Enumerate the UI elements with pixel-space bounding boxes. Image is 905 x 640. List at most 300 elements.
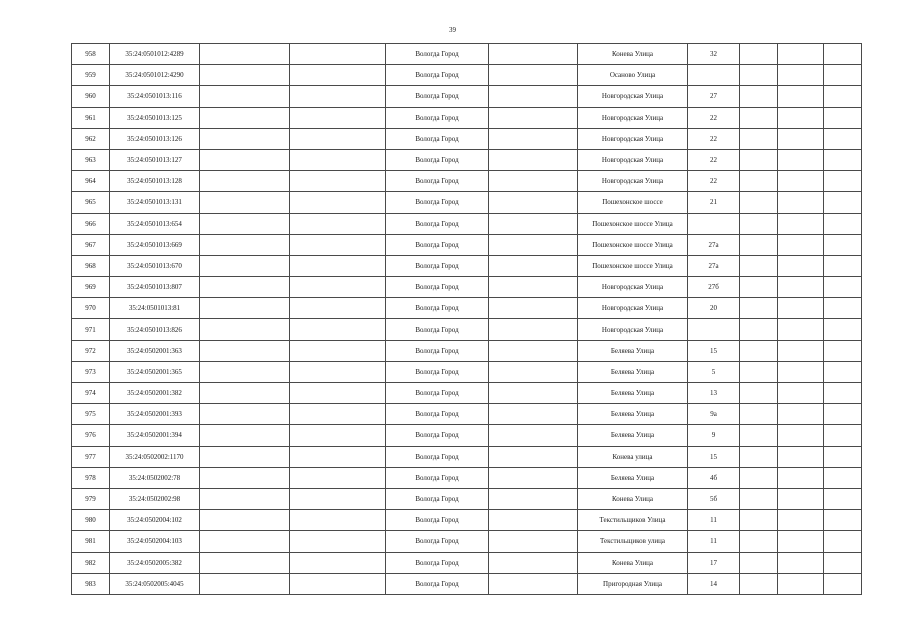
empty-cell: [200, 383, 290, 404]
empty-cell: [740, 531, 778, 552]
street-cell: Пригородная Улица: [578, 573, 688, 594]
street-cell: Конева Улица: [578, 552, 688, 573]
empty-cell: [740, 383, 778, 404]
city-cell: Вологда Город: [386, 44, 489, 65]
empty-cell: [489, 510, 578, 531]
empty-cell: [740, 86, 778, 107]
table-row: [72, 531, 862, 552]
empty-cell: [200, 340, 290, 361]
house-number-cell: 13: [688, 383, 740, 404]
empty-cell: [740, 255, 778, 276]
empty-cell: [824, 361, 862, 382]
cadastral-number-cell: 35:24:0501013:125: [110, 107, 200, 128]
empty-cell: [824, 467, 862, 488]
row-number-cell: 978: [72, 467, 110, 488]
empty-cell: [200, 149, 290, 170]
cadastral-number-cell: 35:24:0501013:670: [110, 255, 200, 276]
empty-cell: [290, 298, 386, 319]
empty-cell: [778, 192, 824, 213]
empty-cell: [824, 86, 862, 107]
empty-cell: [740, 340, 778, 361]
empty-cell: [290, 213, 386, 234]
table-row: [72, 552, 862, 573]
street-cell: Новгородская Улица: [578, 86, 688, 107]
cadastral-number-cell: 35:24:0502001:393: [110, 404, 200, 425]
cadastral-number-cell: 35:24:0502005:4045: [110, 573, 200, 594]
empty-cell: [824, 425, 862, 446]
street-cell: Новгородская Улица: [578, 128, 688, 149]
table-row: [72, 383, 862, 404]
street-cell: Беляева Улица: [578, 361, 688, 382]
house-number-cell: 9: [688, 425, 740, 446]
street-cell: Беляева Улица: [578, 425, 688, 446]
table-row: [72, 425, 862, 446]
empty-cell: [290, 107, 386, 128]
empty-cell: [778, 319, 824, 340]
empty-cell: [824, 213, 862, 234]
street-cell: Текстильщиков Улица: [578, 510, 688, 531]
empty-cell: [290, 44, 386, 65]
city-cell: Вологда Город: [386, 340, 489, 361]
empty-cell: [200, 404, 290, 425]
empty-cell: [200, 213, 290, 234]
house-number-cell: 5б: [688, 488, 740, 509]
empty-cell: [824, 319, 862, 340]
empty-cell: [489, 149, 578, 170]
empty-cell: [740, 277, 778, 298]
empty-cell: [200, 319, 290, 340]
city-cell: Вологда Город: [386, 192, 489, 213]
empty-cell: [824, 65, 862, 86]
empty-cell: [740, 319, 778, 340]
empty-cell: [778, 65, 824, 86]
empty-cell: [824, 171, 862, 192]
table-row: [72, 277, 862, 298]
empty-cell: [824, 298, 862, 319]
table-row: [72, 255, 862, 276]
empty-cell: [200, 510, 290, 531]
table-row: [72, 573, 862, 594]
empty-cell: [200, 552, 290, 573]
empty-cell: [778, 510, 824, 531]
empty-cell: [778, 404, 824, 425]
city-cell: Вологда Город: [386, 213, 489, 234]
empty-cell: [489, 425, 578, 446]
street-cell: Осаново Улица: [578, 65, 688, 86]
street-cell: Беляева Улица: [578, 383, 688, 404]
street-cell: Пошехонское шоссе: [578, 192, 688, 213]
empty-cell: [200, 425, 290, 446]
house-number-cell: [688, 65, 740, 86]
city-cell: Вологда Город: [386, 149, 489, 170]
cadastral-number-cell: 35:24:0502002:98: [110, 488, 200, 509]
empty-cell: [489, 255, 578, 276]
empty-cell: [778, 383, 824, 404]
table-row: [72, 192, 862, 213]
table-row: [72, 488, 862, 509]
empty-cell: [824, 531, 862, 552]
cadastral-number-cell: 35:24:0501013:131: [110, 192, 200, 213]
row-number-cell: 963: [72, 149, 110, 170]
registry-table-body: [72, 44, 862, 595]
city-cell: Вологда Город: [386, 234, 489, 255]
row-number-cell: 970: [72, 298, 110, 319]
cadastral-number-cell: 35:24:0501013:128: [110, 171, 200, 192]
city-cell: Вологда Город: [386, 86, 489, 107]
empty-cell: [740, 213, 778, 234]
empty-cell: [200, 446, 290, 467]
empty-cell: [290, 255, 386, 276]
empty-cell: [489, 361, 578, 382]
city-cell: Вологда Город: [386, 361, 489, 382]
city-cell: Вологда Город: [386, 573, 489, 594]
empty-cell: [290, 149, 386, 170]
street-cell: Беляева Улица: [578, 340, 688, 361]
empty-cell: [824, 44, 862, 65]
empty-cell: [290, 383, 386, 404]
cadastral-number-cell: 35:24:0502002:78: [110, 467, 200, 488]
empty-cell: [489, 65, 578, 86]
row-number-cell: 965: [72, 192, 110, 213]
row-number-cell: 974: [72, 383, 110, 404]
empty-cell: [778, 298, 824, 319]
city-cell: Вологда Город: [386, 425, 489, 446]
street-cell: Конева Улица: [578, 44, 688, 65]
row-number-cell: 973: [72, 361, 110, 382]
empty-cell: [489, 44, 578, 65]
table-row: [72, 86, 862, 107]
empty-cell: [290, 128, 386, 149]
table-row: [72, 340, 862, 361]
house-number-cell: 9а: [688, 404, 740, 425]
empty-cell: [740, 171, 778, 192]
empty-cell: [200, 531, 290, 552]
empty-cell: [778, 44, 824, 65]
empty-cell: [778, 234, 824, 255]
empty-cell: [489, 383, 578, 404]
table-row: [72, 319, 862, 340]
empty-cell: [489, 488, 578, 509]
street-cell: Беляева Улица: [578, 404, 688, 425]
cadastral-number-cell: 35:24:0501013:826: [110, 319, 200, 340]
empty-cell: [200, 44, 290, 65]
empty-cell: [824, 107, 862, 128]
row-number-cell: 961: [72, 107, 110, 128]
empty-cell: [200, 171, 290, 192]
street-cell: Конева Улица: [578, 488, 688, 509]
empty-cell: [489, 446, 578, 467]
cadastral-number-cell: 35:24:0502001:382: [110, 383, 200, 404]
empty-cell: [200, 65, 290, 86]
city-cell: Вологда Город: [386, 404, 489, 425]
empty-cell: [778, 425, 824, 446]
empty-cell: [489, 404, 578, 425]
city-cell: Вологда Город: [386, 319, 489, 340]
city-cell: Вологда Город: [386, 128, 489, 149]
empty-cell: [740, 149, 778, 170]
empty-cell: [778, 573, 824, 594]
table-row: [72, 213, 862, 234]
empty-cell: [778, 552, 824, 573]
street-cell: Пошехонское шоссе Улица: [578, 234, 688, 255]
street-cell: Новгородская Улица: [578, 171, 688, 192]
city-cell: Вологда Город: [386, 171, 489, 192]
empty-cell: [290, 510, 386, 531]
row-number-cell: 960: [72, 86, 110, 107]
cadastral-number-cell: 35:24:0501013:669: [110, 234, 200, 255]
empty-cell: [740, 573, 778, 594]
city-cell: Вологда Город: [386, 488, 489, 509]
table-row: [72, 361, 862, 382]
house-number-cell: 11: [688, 531, 740, 552]
empty-cell: [290, 488, 386, 509]
house-number-cell: 27б: [688, 277, 740, 298]
house-number-cell: 20: [688, 298, 740, 319]
empty-cell: [740, 361, 778, 382]
row-number-cell: 959: [72, 65, 110, 86]
empty-cell: [824, 149, 862, 170]
table-row: [72, 107, 862, 128]
empty-cell: [290, 192, 386, 213]
empty-cell: [200, 255, 290, 276]
house-number-cell: 15: [688, 446, 740, 467]
empty-cell: [824, 573, 862, 594]
empty-cell: [290, 573, 386, 594]
empty-cell: [824, 552, 862, 573]
empty-cell: [740, 65, 778, 86]
empty-cell: [740, 425, 778, 446]
row-number-cell: 972: [72, 340, 110, 361]
street-cell: Беляева Улица: [578, 467, 688, 488]
street-cell: Конева улица: [578, 446, 688, 467]
empty-cell: [489, 171, 578, 192]
empty-cell: [778, 128, 824, 149]
empty-cell: [740, 128, 778, 149]
registry-table: [71, 43, 862, 595]
street-cell: Новгородская Улица: [578, 277, 688, 298]
empty-cell: [489, 234, 578, 255]
empty-cell: [290, 361, 386, 382]
empty-cell: [778, 277, 824, 298]
empty-cell: [489, 319, 578, 340]
empty-cell: [778, 213, 824, 234]
row-number-cell: 979: [72, 488, 110, 509]
cadastral-number-cell: 35:24:0501013:81: [110, 298, 200, 319]
empty-cell: [824, 255, 862, 276]
empty-cell: [740, 404, 778, 425]
empty-cell: [740, 510, 778, 531]
empty-cell: [824, 234, 862, 255]
empty-cell: [778, 467, 824, 488]
cadastral-number-cell: 35:24:0501013:126: [110, 128, 200, 149]
street-cell: Текстильщиков улица: [578, 531, 688, 552]
house-number-cell: 27а: [688, 234, 740, 255]
empty-cell: [778, 531, 824, 552]
row-number-cell: 968: [72, 255, 110, 276]
house-number-cell: 22: [688, 107, 740, 128]
row-number-cell: 964: [72, 171, 110, 192]
city-cell: Вологда Город: [386, 552, 489, 573]
empty-cell: [290, 552, 386, 573]
table-row: [72, 65, 862, 86]
empty-cell: [489, 340, 578, 361]
street-cell: Пошехонское шоссе Улица: [578, 213, 688, 234]
empty-cell: [290, 65, 386, 86]
house-number-cell: 21: [688, 192, 740, 213]
empty-cell: [740, 107, 778, 128]
empty-cell: [778, 446, 824, 467]
empty-cell: [778, 107, 824, 128]
row-number-cell: 962: [72, 128, 110, 149]
empty-cell: [200, 86, 290, 107]
table-row: [72, 234, 862, 255]
cadastral-number-cell: 35:24:0502002:1170: [110, 446, 200, 467]
house-number-cell: 22: [688, 149, 740, 170]
empty-cell: [290, 277, 386, 298]
empty-cell: [489, 552, 578, 573]
empty-cell: [200, 128, 290, 149]
house-number-cell: 11: [688, 510, 740, 531]
empty-cell: [290, 234, 386, 255]
row-number-cell: 971: [72, 319, 110, 340]
empty-cell: [778, 340, 824, 361]
row-number-cell: 982: [72, 552, 110, 573]
house-number-cell: 22: [688, 171, 740, 192]
empty-cell: [824, 488, 862, 509]
table-row: [72, 44, 862, 65]
empty-cell: [290, 425, 386, 446]
empty-cell: [290, 319, 386, 340]
empty-cell: [489, 573, 578, 594]
empty-cell: [290, 340, 386, 361]
empty-cell: [290, 86, 386, 107]
empty-cell: [489, 213, 578, 234]
empty-cell: [200, 192, 290, 213]
street-cell: Новгородская Улица: [578, 149, 688, 170]
table-row: [72, 404, 862, 425]
empty-cell: [489, 192, 578, 213]
empty-cell: [290, 446, 386, 467]
house-number-cell: [688, 319, 740, 340]
empty-cell: [824, 128, 862, 149]
empty-cell: [740, 467, 778, 488]
street-cell: Новгородская Улица: [578, 298, 688, 319]
empty-cell: [489, 298, 578, 319]
cadastral-number-cell: 35:24:0501012:4290: [110, 65, 200, 86]
city-cell: Вологда Город: [386, 531, 489, 552]
house-number-cell: 27а: [688, 255, 740, 276]
row-number-cell: 958: [72, 44, 110, 65]
empty-cell: [489, 107, 578, 128]
empty-cell: [200, 277, 290, 298]
row-number-cell: 969: [72, 277, 110, 298]
cadastral-number-cell: 35:24:0502001:394: [110, 425, 200, 446]
empty-cell: [740, 234, 778, 255]
empty-cell: [290, 404, 386, 425]
house-number-cell: 14: [688, 573, 740, 594]
city-cell: Вологда Город: [386, 510, 489, 531]
empty-cell: [778, 488, 824, 509]
house-number-cell: 27: [688, 86, 740, 107]
table-row: [72, 298, 862, 319]
empty-cell: [778, 86, 824, 107]
table-row: [72, 467, 862, 488]
city-cell: Вологда Город: [386, 298, 489, 319]
city-cell: Вологда Город: [386, 467, 489, 488]
cadastral-number-cell: 35:24:0501013:127: [110, 149, 200, 170]
table-row: [72, 149, 862, 170]
street-cell: Пошехонское шоссе Улица: [578, 255, 688, 276]
empty-cell: [489, 128, 578, 149]
row-number-cell: 967: [72, 234, 110, 255]
table-row: [72, 446, 862, 467]
cadastral-number-cell: 35:24:0501013:807: [110, 277, 200, 298]
page-number: 39: [449, 26, 456, 34]
cadastral-number-cell: 35:24:0502004:103: [110, 531, 200, 552]
city-cell: Вологда Город: [386, 383, 489, 404]
cadastral-number-cell: 35:24:0501013:654: [110, 213, 200, 234]
cadastral-number-cell: 35:24:0501013:116: [110, 86, 200, 107]
empty-cell: [824, 383, 862, 404]
row-number-cell: 980: [72, 510, 110, 531]
empty-cell: [824, 404, 862, 425]
house-number-cell: 22: [688, 128, 740, 149]
house-number-cell: 17: [688, 552, 740, 573]
house-number-cell: [688, 213, 740, 234]
empty-cell: [824, 192, 862, 213]
empty-cell: [740, 298, 778, 319]
cadastral-number-cell: 35:24:0501012:4289: [110, 44, 200, 65]
empty-cell: [778, 149, 824, 170]
empty-cell: [740, 192, 778, 213]
empty-cell: [200, 573, 290, 594]
row-number-cell: 977: [72, 446, 110, 467]
empty-cell: [740, 446, 778, 467]
empty-cell: [824, 277, 862, 298]
row-number-cell: 975: [72, 404, 110, 425]
house-number-cell: 15: [688, 340, 740, 361]
empty-cell: [200, 234, 290, 255]
empty-cell: [740, 488, 778, 509]
table-row: [72, 128, 862, 149]
empty-cell: [778, 361, 824, 382]
empty-cell: [489, 531, 578, 552]
cadastral-number-cell: 35:24:0502001:365: [110, 361, 200, 382]
empty-cell: [778, 171, 824, 192]
empty-cell: [824, 510, 862, 531]
table-row: [72, 510, 862, 531]
empty-cell: [200, 107, 290, 128]
empty-cell: [489, 86, 578, 107]
cadastral-number-cell: 35:24:0502004:102: [110, 510, 200, 531]
row-number-cell: 983: [72, 573, 110, 594]
empty-cell: [740, 552, 778, 573]
row-number-cell: 981: [72, 531, 110, 552]
street-cell: Новгородская Улица: [578, 107, 688, 128]
row-number-cell: 966: [72, 213, 110, 234]
city-cell: Вологда Город: [386, 107, 489, 128]
cadastral-number-cell: 35:24:0502001:363: [110, 340, 200, 361]
row-number-cell: 976: [72, 425, 110, 446]
empty-cell: [824, 446, 862, 467]
empty-cell: [200, 298, 290, 319]
empty-cell: [290, 531, 386, 552]
cadastral-number-cell: 35:24:0502005:382: [110, 552, 200, 573]
city-cell: Вологда Город: [386, 65, 489, 86]
city-cell: Вологда Город: [386, 446, 489, 467]
house-number-cell: 4б: [688, 467, 740, 488]
empty-cell: [200, 467, 290, 488]
